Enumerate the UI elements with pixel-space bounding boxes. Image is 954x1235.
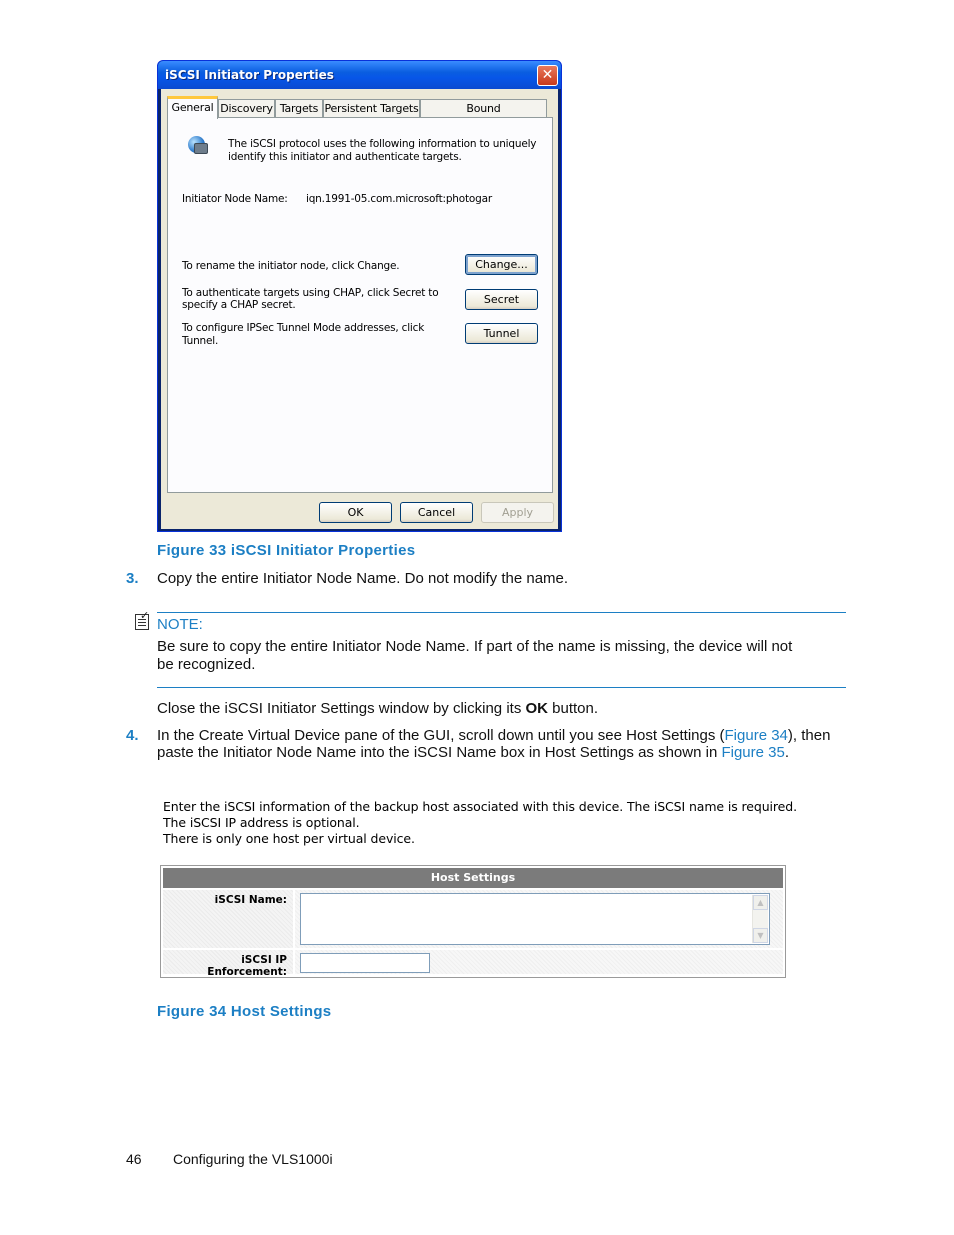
node-name-value: iqn.1991-05.com.microsoft:photogar <box>306 193 492 205</box>
dialog-body <box>161 89 558 529</box>
cancel-button[interactable]: Cancel <box>400 502 473 523</box>
tab-general[interactable]: General <box>167 96 218 119</box>
iscsi-name-label: iSCSI Name: <box>163 890 293 948</box>
tab-bound-volumes-devices[interactable]: Bound <box>420 99 547 118</box>
rename-instruction: To rename the initiator node, click Change. <box>182 260 400 272</box>
host-settings-intro <box>163 799 797 847</box>
step-3-text: Copy the entire Initiator Node Name. Do not modify the name. <box>157 570 569 587</box>
network-globe-icon <box>188 136 205 153</box>
ip-enforcement-field[interactable] <box>300 953 430 973</box>
close-window-instruction <box>157 700 598 718</box>
note-icon <box>135 614 149 630</box>
host-intro-line-3: There is only one host per virtual device. <box>163 831 415 846</box>
intro-line-1: The iSCSI protocol uses the following information to uniquely <box>228 138 537 150</box>
general-tab-panel <box>167 117 553 493</box>
close-icon[interactable]: ✕ <box>537 65 558 86</box>
figure-35-link[interactable]: Figure 35 <box>721 744 785 761</box>
figure-34-link[interactable]: Figure 34 <box>724 727 788 744</box>
ipsec-instruction-line-1: To configure IPSec Tunnel Mode addresses, click <box>182 322 425 334</box>
step-4-line-1-a: In the Create Virtual Device pane of the GUI, scroll down until you see Host Settings ( <box>157 727 725 744</box>
note-line-1: Be sure to copy the entire Initiator Node Name. If part of the name is missing, the device will not <box>157 638 793 655</box>
ip-enforcement-label: iSCSI IP Enforcement: <box>163 950 293 974</box>
dialog-title: iSCSI Initiator Properties <box>165 68 334 82</box>
tab-discovery[interactable]: Discovery <box>218 99 275 118</box>
tunnel-button[interactable]: Tunnel <box>465 323 538 344</box>
close-text-ok: OK <box>525 700 548 717</box>
step-4-line-1 <box>157 727 830 745</box>
figure-34-caption: Figure 34 Host Settings <box>157 1003 332 1020</box>
ipsec-instruction-line-2: Tunnel. <box>182 335 219 347</box>
chap-instruction-line-1: To authenticate targets using CHAP, click Secret to <box>182 287 439 299</box>
step-4-number: 4. <box>126 727 139 744</box>
chap-instruction-line-2: specify a CHAP secret. <box>182 299 296 311</box>
host-settings-header: Host Settings <box>163 868 783 888</box>
step-3-number: 3. <box>126 570 139 587</box>
dialog-titlebar <box>158 61 561 89</box>
host-intro-line-2: The iSCSI IP address is optional. <box>163 815 360 830</box>
note-bottom-rule <box>157 687 846 688</box>
note-top-rule <box>157 612 846 613</box>
step-4-line-2 <box>157 744 789 762</box>
scroll-down-icon[interactable]: ▼ <box>753 928 768 943</box>
change-button[interactable]: Change... <box>465 254 538 275</box>
host-intro-line-1: Enter the iSCSI information of the backup host associated with this device. The iSCSI name is required. <box>163 799 797 814</box>
step-4-line-1-b: ), then <box>787 727 831 744</box>
node-name-label: Initiator Node Name: <box>182 193 288 205</box>
page-number: 46 <box>126 1151 142 1167</box>
apply-button[interactable]: Apply <box>481 502 554 523</box>
figure-33-caption: Figure 33 iSCSI Initiator Properties <box>157 542 416 559</box>
note-line-2: be recognized. <box>157 656 256 673</box>
footer-section-title: Configuring the VLS1000i <box>173 1151 333 1167</box>
step-4-line-2-b: . <box>784 744 790 761</box>
close-text-before: Close the iSCSI Initiator Settings window by clicking its <box>157 700 526 717</box>
ok-button[interactable]: OK <box>319 502 392 523</box>
iscsi-name-field[interactable] <box>300 893 770 945</box>
step-4-line-2-a: paste the Initiator Node Name into the iSCSI Name box in Host Settings as shown in <box>157 744 722 761</box>
scroll-up-icon[interactable]: ▲ <box>753 895 768 910</box>
intro-line-2: identify this initiator and authenticate targets. <box>228 151 462 163</box>
iscsi-initiator-properties-dialog <box>157 60 562 532</box>
tab-targets[interactable]: Targets <box>275 99 323 118</box>
textarea-scrollbar[interactable] <box>752 895 768 943</box>
note-label: NOTE: <box>157 616 203 633</box>
secret-button[interactable]: Secret <box>465 289 538 310</box>
close-text-after: button. <box>548 700 599 717</box>
tab-persistent-targets[interactable]: Persistent Targets <box>323 99 420 118</box>
